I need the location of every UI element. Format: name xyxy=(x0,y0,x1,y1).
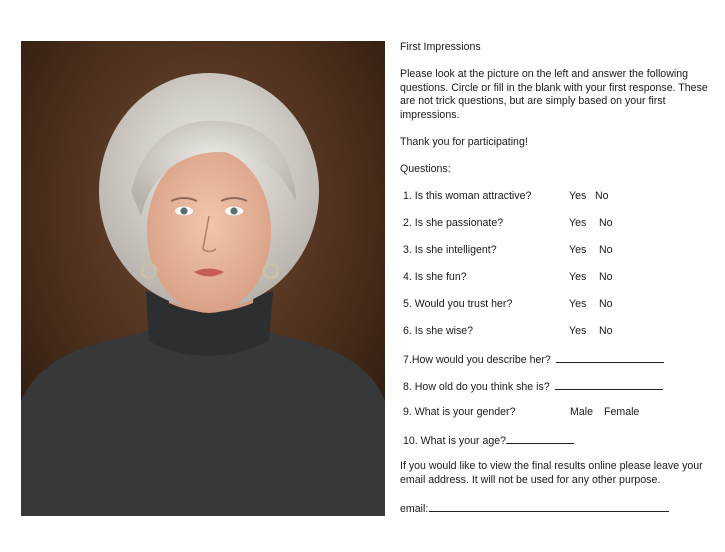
thanks-text: Thank you for participating! xyxy=(400,136,528,148)
form-title: First Impressions xyxy=(400,41,481,53)
answer-line-input[interactable] xyxy=(556,352,664,363)
questions-heading: Questions: xyxy=(400,163,451,175)
question-9 xyxy=(403,406,515,420)
question-6 xyxy=(403,325,473,339)
question-text: 3. Is she intelligent? xyxy=(403,244,497,256)
no-option[interactable]: No xyxy=(599,325,613,337)
no-option[interactable]: No xyxy=(599,244,613,256)
email-row xyxy=(400,501,669,517)
yes-option[interactable]: Yes xyxy=(569,325,587,337)
email-line-input[interactable] xyxy=(429,501,669,512)
question-text: 8. How old do you think she is? xyxy=(403,381,550,393)
no-option[interactable]: No xyxy=(599,298,613,310)
yes-option[interactable]: Yes xyxy=(569,244,587,256)
no-option[interactable]: No xyxy=(595,190,609,202)
yes-option[interactable]: Yes xyxy=(569,271,587,283)
female-option[interactable]: Female xyxy=(604,406,640,418)
question-text: 6. Is she wise? xyxy=(403,325,474,337)
question-2 xyxy=(403,217,503,231)
yes-option[interactable]: Yes xyxy=(569,190,587,202)
question-text: 9. What is your gender? xyxy=(403,406,516,418)
question-4 xyxy=(403,271,467,285)
question-5 xyxy=(403,298,512,312)
question-8 xyxy=(403,379,663,395)
question-text: 5. Would you trust her? xyxy=(403,298,513,310)
question-7 xyxy=(403,352,664,368)
no-option[interactable]: No xyxy=(599,271,613,283)
question-3 xyxy=(403,244,497,258)
footer-text: If you would like to view the final results online please leave your email address. It will not be used for any other purpose. xyxy=(400,460,703,486)
question-text: 10. What is your age? xyxy=(403,435,507,447)
question-1 xyxy=(403,190,531,204)
male-option[interactable]: Male xyxy=(570,406,593,418)
yes-option[interactable]: Yes xyxy=(569,217,587,229)
yes-option[interactable]: Yes xyxy=(569,298,587,310)
question-10 xyxy=(403,433,574,449)
question-text: 1. Is this woman attractive? xyxy=(403,190,532,202)
age-line-input[interactable] xyxy=(506,433,574,444)
question-text: 7.How would you describe her? xyxy=(403,354,551,366)
no-option[interactable]: No xyxy=(599,217,613,229)
instructions-text: Please look at the picture on the left and answer the following questions. Circle or fill in the blank with your first response. These are not trick questions, but are simply based on your first impressions. xyxy=(400,68,708,121)
question-text: 2. Is she passionate? xyxy=(403,217,504,229)
portrait-photo xyxy=(21,41,385,516)
question-text: 4. Is she fun? xyxy=(403,271,467,283)
answer-line-input[interactable] xyxy=(555,379,663,390)
email-label: email: xyxy=(400,503,429,515)
